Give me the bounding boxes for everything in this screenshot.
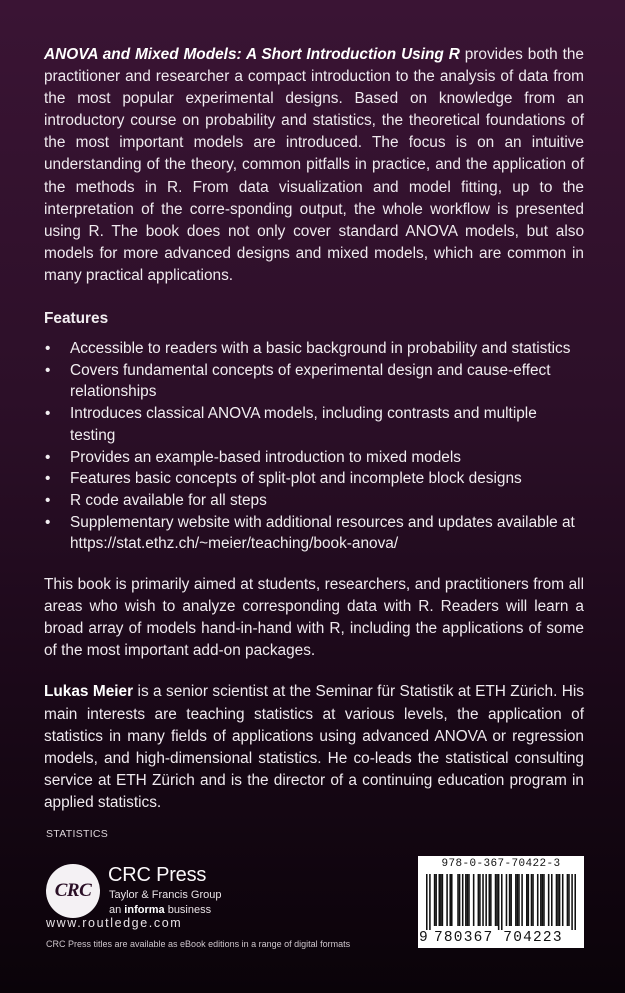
bullet-icon: • bbox=[45, 405, 51, 423]
back-cover-text bbox=[44, 44, 584, 814]
audience-paragraph: This book is primarily aimed at students, researchers, and practitioners from all areas who wish to analyze corresponding data with R. Readers will learn a broad array of models hand-in-hand with R, including the applications of some of the most important add-on packages. bbox=[44, 576, 584, 660]
feature-item bbox=[44, 468, 584, 490]
feature-text: Features basic concepts of split-plot and incomplete block designs bbox=[70, 470, 522, 488]
feature-item bbox=[44, 403, 584, 446]
author-name: Lukas Meier bbox=[44, 683, 134, 701]
author-bio: is a senior scientist at the Seminar für Statistik at ETH Zürich. His main interests are teaching statistics at various levels, the application of statistics in many fields of applications using advanced ANOVA or regression models, and high-dimensional statistics. He co-leads the statistical consulting service at ETH Zürich and is the director of a continuing education program in applied statistics. bbox=[44, 683, 584, 811]
bullet-icon: • bbox=[45, 491, 51, 509]
features-list bbox=[44, 338, 584, 555]
ebook-note: CRC Press titles are available as eBook editions in a range of digital formats bbox=[46, 939, 351, 949]
crc-logo-icon: CRC bbox=[46, 864, 100, 918]
bullet-icon: • bbox=[45, 448, 51, 466]
feature-text: Supplementary website with additional resources and updates available at https://stat.ethz.ch/~meier/teaching/book-anova/ bbox=[70, 513, 575, 553]
features-heading: Features bbox=[44, 310, 109, 328]
barcode-bars bbox=[426, 874, 576, 930]
isbn-barcode: 978-0-367-70422-3 9 780367 704223 bbox=[418, 856, 584, 948]
feature-item bbox=[44, 338, 584, 360]
feature-text: R code available for all steps bbox=[70, 491, 267, 509]
feature-text: Introduces classical ANOVA models, including contrasts and multiple testing bbox=[70, 405, 537, 444]
feature-item bbox=[44, 360, 584, 403]
publisher-business: an informa business bbox=[109, 904, 212, 916]
publisher-url: www.routledge.com bbox=[46, 916, 183, 930]
feature-item bbox=[44, 490, 584, 512]
bullet-icon: • bbox=[45, 513, 51, 531]
feature-text: Covers fundamental concepts of experimental design and cause-effect relationships bbox=[70, 361, 551, 401]
feature-text: Provides an example-based introduction to mixed models bbox=[70, 448, 461, 466]
description-text: provides both the practitioner and researcher a compact introduction to the analysis of data from the most popular experimental designs. Based on knowledge from an introductory course on probability and statistics, the theoretical foundations of the most important models are introduced. The focus is on an intuitive understanding of the theory, common pitfalls in practice, and the application of the methods in R. From data visualization and model fitting, up to the interpretation of the corre-sponding output, the whole workflow is presented using R. The book does not only cover standard ANOVA models, but also models for more advanced designs and mixed models, which are common in many practical applications. bbox=[44, 46, 584, 284]
book-title: ANOVA and Mixed Models: A Short Introduction Using R bbox=[44, 46, 460, 63]
publisher-name: CRC Press bbox=[108, 864, 207, 886]
publisher-logo bbox=[46, 860, 286, 920]
feature-item bbox=[44, 512, 584, 555]
category-label: STATISTICS bbox=[46, 828, 109, 840]
bullet-icon: • bbox=[45, 361, 51, 379]
bullet-icon: • bbox=[45, 340, 51, 358]
feature-text: Accessible to readers with a basic background in probability and statistics bbox=[70, 340, 571, 358]
description-paragraph bbox=[44, 44, 584, 287]
author-paragraph bbox=[44, 681, 584, 814]
isbn-number: 978-0-367-70422-3 bbox=[441, 858, 561, 870]
feature-item bbox=[44, 447, 584, 469]
bullet-icon: • bbox=[45, 470, 51, 488]
publisher-group: Taylor & Francis Group bbox=[109, 889, 222, 901]
